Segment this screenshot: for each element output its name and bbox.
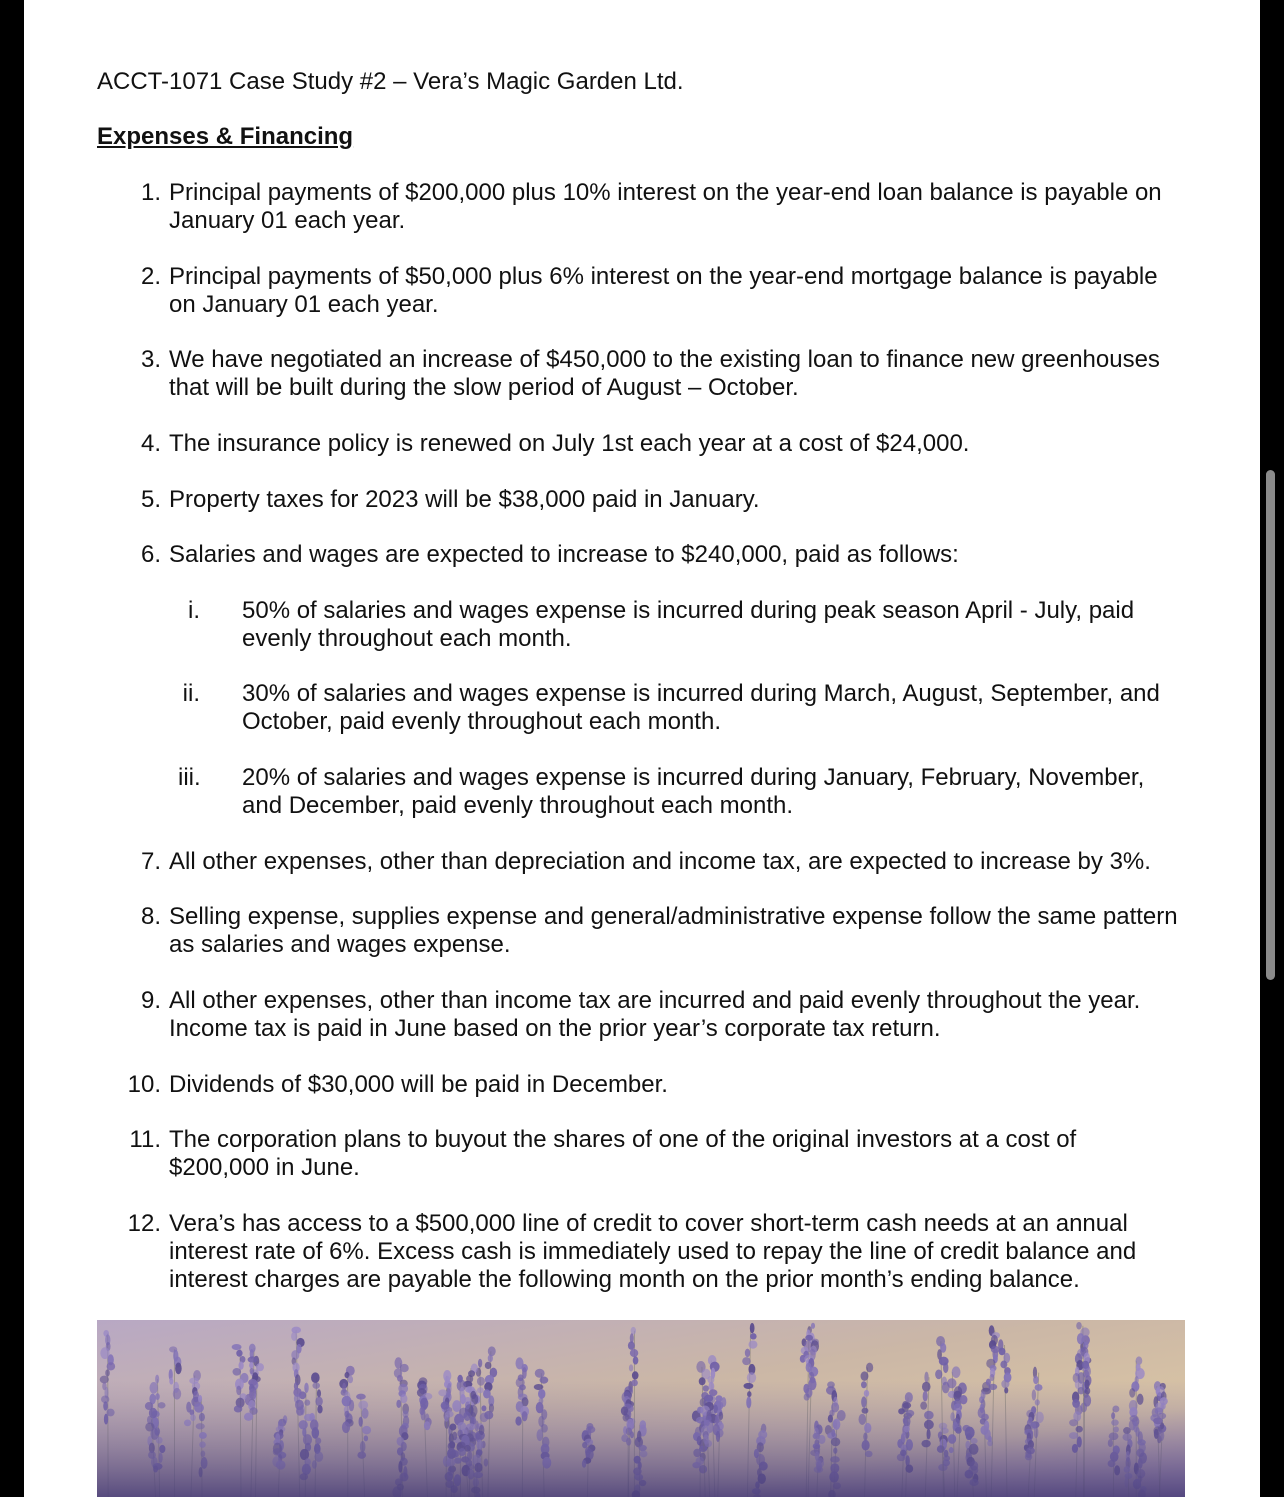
lavender-bud <box>105 1369 110 1376</box>
list-item-4 <box>140 430 1179 458</box>
list-number: 8. <box>140 903 161 930</box>
list-number: 3. <box>140 346 161 373</box>
lavender-bud <box>629 1364 633 1371</box>
lavender-bud <box>866 1363 873 1373</box>
lavender-bud <box>249 1362 254 1368</box>
lavender-bud <box>805 1335 813 1341</box>
list-item-8 <box>140 903 1179 959</box>
lavender-bud <box>1084 1366 1091 1377</box>
lavender-bud <box>952 1366 961 1378</box>
list-item-11 <box>129 1126 1179 1182</box>
lavender-bud <box>107 1362 116 1370</box>
list-number: 9. <box>140 987 161 1014</box>
lavender-bud <box>291 1332 297 1341</box>
sub-text: 50% of salaries and wages expense is incurred during peak season April - July, paid evenly throughout each month. <box>242 597 1135 652</box>
lavender-bud <box>1076 1322 1082 1330</box>
list-number: 5. <box>140 486 161 513</box>
sub-item-ii <box>182 680 1182 736</box>
lavender-bud <box>935 1369 942 1379</box>
lavender-bud <box>630 1349 638 1357</box>
sub-item-i <box>188 597 1182 653</box>
lavender-field-image <box>97 1320 1185 1497</box>
lavender-bud <box>1077 1333 1084 1344</box>
list-number: 1. <box>140 179 161 206</box>
list-item-7 <box>140 848 1179 876</box>
lavender-bud <box>488 1355 493 1363</box>
lavender-bud <box>632 1371 639 1379</box>
lavender-bud <box>628 1341 635 1349</box>
list-number: 11. <box>129 1126 161 1153</box>
list-text: The insurance policy is renewed on July 1st each year at a cost of $24,000. <box>169 430 970 457</box>
list-text: Property taxes for 2023 will be $38,000 paid in January. <box>169 486 760 513</box>
lavender-bud <box>485 1362 492 1369</box>
list-text: All other expenses, other than depreciation and income tax, are expected to increase by 3%. <box>169 848 1151 875</box>
list-item-9 <box>140 987 1179 1043</box>
lavender-bud <box>488 1346 496 1356</box>
sub-text: 30% of salaries and wages expense is incurred during March, August, September, and October, paid evenly throughout each month. <box>242 680 1160 735</box>
list-text: The corporation plans to buyout the shares of one of the original investors at a cost of $200,000 in June. <box>169 1126 1077 1181</box>
lavender-bud <box>861 1371 869 1381</box>
sub-number: iii. <box>178 764 201 791</box>
list-number: 7. <box>140 848 161 875</box>
lavender-bud <box>478 1359 482 1368</box>
list-text: Principal payments of $50,000 plus 6% interest on the year-end mortgage balance is payable on January 01 each year. <box>169 263 1158 318</box>
section-heading: Expenses & Financing <box>97 123 354 150</box>
list-number: 4. <box>140 430 161 457</box>
list-text: All other expenses, other than income tax are incurred and paid evenly throughout the year. Income tax is paid in June based on the prior year’s corporate tax return. <box>169 987 1141 1042</box>
lavender-bud <box>238 1361 243 1369</box>
lavender-bud <box>250 1368 254 1374</box>
lavender-bud <box>633 1356 639 1364</box>
list-number: 6. <box>140 541 161 568</box>
lavender-bud <box>175 1363 182 1375</box>
scrollbar[interactable] <box>1266 470 1275 980</box>
sub-text: 20% of salaries and wages expense is incurred during January, February, November, and December, paid evenly throughout each month. <box>242 764 1145 819</box>
lavender-bud <box>236 1350 242 1357</box>
document-title: ACCT-1071 Case Study #2 – Vera’s Magic Garden Ltd. <box>97 68 684 95</box>
list-text: Salaries and wages are expected to increase to $240,000, paid as follows: <box>169 541 959 568</box>
document-page <box>24 0 1260 1497</box>
sub-item-iii <box>178 764 1182 820</box>
list-number: 2. <box>140 263 161 290</box>
list-item-1 <box>140 179 1179 235</box>
sub-number: ii. <box>182 680 200 707</box>
list-number: 12. <box>127 1210 161 1237</box>
lavender-bud <box>535 1369 545 1378</box>
list-item-2 <box>140 263 1179 319</box>
lavender-bud <box>750 1323 755 1333</box>
list-text: Dividends of $30,000 will be paid in December. <box>169 1071 668 1098</box>
list-item-10 <box>127 1071 1179 1099</box>
list-item-3 <box>140 346 1179 402</box>
list-item-5 <box>140 486 1179 514</box>
lavender-bud <box>999 1348 1006 1356</box>
list-item-6 <box>140 541 1179 569</box>
lavender-bud <box>749 1340 758 1348</box>
list-text: Principal payments of $200,000 plus 10% interest on the year-end loan balance is payable on January 01 each year. <box>169 179 1162 234</box>
list-text: Vera’s has access to a $500,000 line of credit to cover short-term cash needs at an annual interest rate of 6%. Excess cash is immediately used to repay the line of credit balance and interest charges are payable the following month on the prior month’s ending balance. <box>169 1210 1137 1293</box>
lavender-bud <box>1000 1361 1007 1369</box>
lavender-bud <box>256 1363 264 1371</box>
lavender-bud <box>750 1333 757 1339</box>
list-item-12 <box>127 1210 1179 1294</box>
list-number: 10. <box>127 1071 161 1098</box>
lavender-bud <box>742 1357 751 1365</box>
list-text: We have negotiated an increase of $450,000 to the existing loan to finance new greenhouses that will be built during the slow period of August – October. <box>169 346 1160 401</box>
lavender-bud <box>745 1349 750 1358</box>
sub-number: i. <box>188 597 200 624</box>
lavender-bud <box>232 1344 242 1350</box>
lavender-bud <box>248 1356 258 1362</box>
lavender-bud <box>232 1368 241 1376</box>
list-text: Selling expense, supplies expense and general/administrative expense follow the same pattern as salaries and wages expense. <box>169 903 1178 958</box>
lavender-bud <box>943 1362 948 1373</box>
